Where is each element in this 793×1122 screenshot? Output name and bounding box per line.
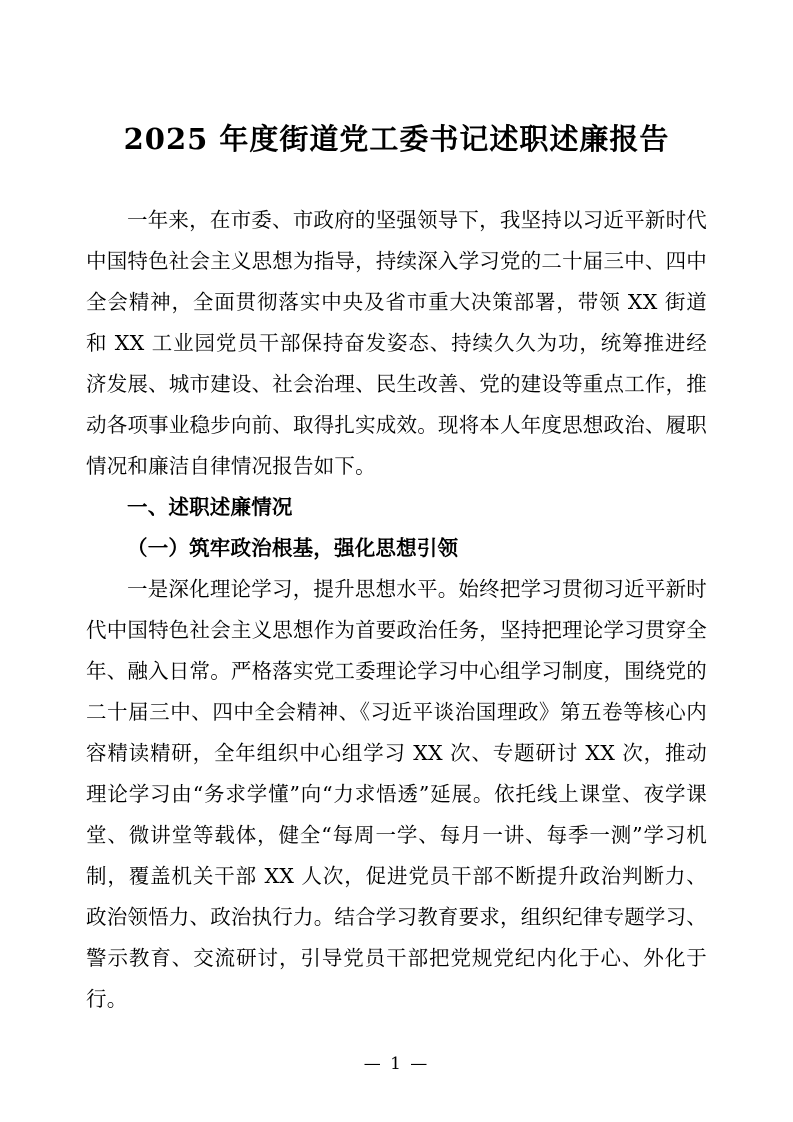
page-number: — 1 — <box>363 1054 430 1074</box>
section-heading-1: 一、述职述廉情况 <box>127 494 293 519</box>
subsection-heading-1: （一）筑牢政治根基，强化思想引领 <box>127 535 459 560</box>
page-title: 2025 年度街道党工委书记述职述廉报告 <box>123 122 670 156</box>
paragraph-theory-study: 一是深化理论学习，提升思想水平。始终把学习贯彻习近平新时代中国特色社会主义思想作为首要政治任务，坚持把理论学习贯穿全年、融入日常。严格落实党工委理论学习中心组学习制度，围绕党的二十届三中、四中全会精神、《习近平谈治国理政》第五卷等核心内容精读精研，全年组织中心组学习 XX 次、专题研讨 XX 次，推动理论学习由“务求学懂”向“力求悟透”延展。依托线上课堂、夜学课堂、微讲堂等载体，健全“每周一学、每月一讲、每季一测”学习机制，覆盖机关干部 XX 人次，促进党员干部不断提升政治判断力、政治领悟力、政治执行力。结合学习教育要求，组织纪律专题学习、警示教育、交流研讨，引导党员干部把党规党纪内化于心、外化于行。 <box>86 576 707 1011</box>
paragraph-intro: 一年来，在市委、市政府的坚强领导下，我坚持以习近平新时代中国特色社会主义思想为指导，持续深入学习党的二十届三中、四中全会精神，全面贯彻落实中央及省市重大决策部署，带领 XX 街道和 XX 工业园党员干部保持奋发姿态、持续久久为功，统筹推进经济发展、城市建设、社会治理、民生改善、党的建设等重点工作，推动各项事业稳步向前、取得扎实成效。现将本人年度思想政治、履职情况和廉洁自律情况报告如下。 <box>86 207 707 478</box>
